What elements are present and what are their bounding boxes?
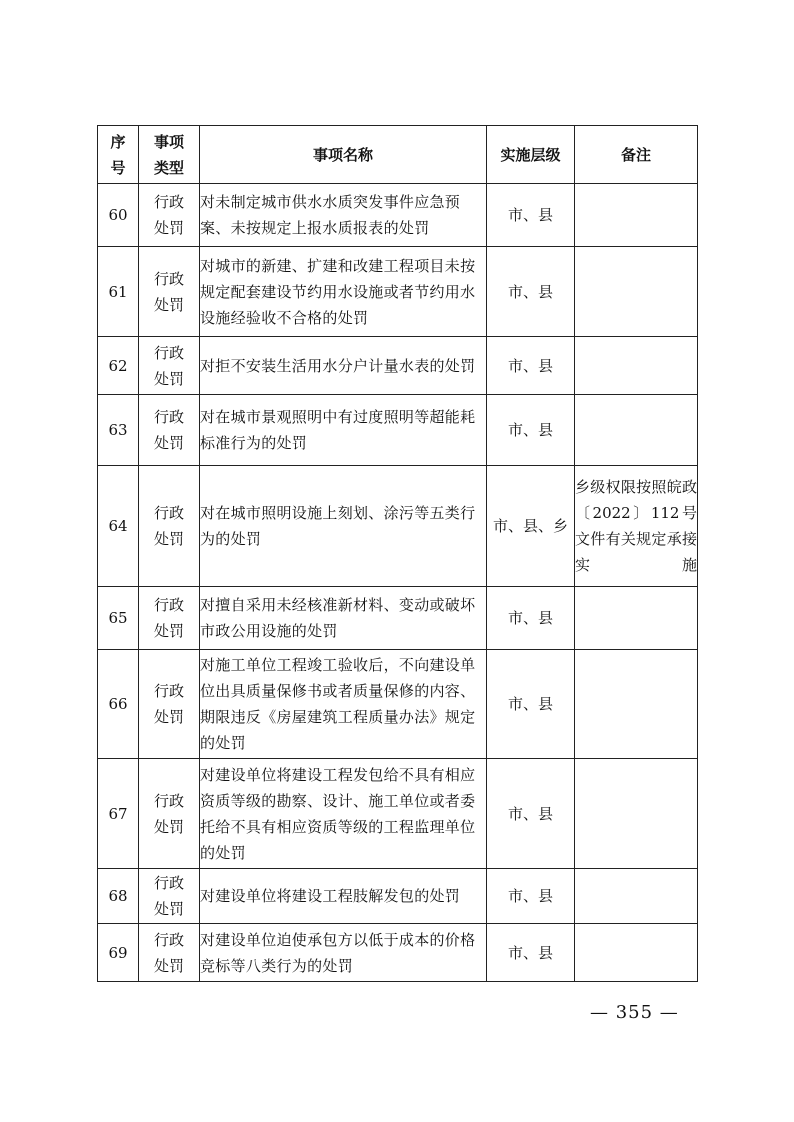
row-number: 67	[98, 759, 139, 869]
row-note	[575, 337, 698, 395]
table-row	[98, 650, 698, 759]
row-name: 对施工单位工程竣工验收后，不向建设单位出具质量保修书或者质量保修的内容、期限违反《房屋建筑工程质量办法》规定的处罚	[200, 650, 487, 759]
row-note	[575, 184, 698, 247]
table-row	[98, 869, 698, 924]
row-number: 61	[98, 247, 139, 337]
row-name: 对擅自采用未经核准新材料、变动或破坏市政公用设施的处罚	[200, 587, 487, 650]
row-level: 市、县	[487, 759, 575, 869]
row-number: 60	[98, 184, 139, 247]
row-number: 65	[98, 587, 139, 650]
row-number: 62	[98, 337, 139, 395]
row-level: 市、县、乡	[487, 466, 575, 587]
row-level: 市、县	[487, 247, 575, 337]
table-row	[98, 587, 698, 650]
row-type: 行政处罚	[139, 184, 200, 247]
table-row	[98, 466, 698, 587]
row-level: 市、县	[487, 587, 575, 650]
row-type: 行政处罚	[139, 395, 200, 466]
row-level: 市、县	[487, 184, 575, 247]
row-level: 市、县	[487, 337, 575, 395]
row-note	[575, 924, 698, 982]
row-number: 66	[98, 650, 139, 759]
row-name: 对在城市照明设施上刻划、涂污等五类行为的处罚	[200, 466, 487, 587]
row-number: 64	[98, 466, 139, 587]
row-type: 行政处罚	[139, 247, 200, 337]
row-note	[575, 247, 698, 337]
header-type: 事项类型	[139, 126, 200, 184]
table-row	[98, 184, 698, 247]
row-type: 行政处罚	[139, 869, 200, 924]
table-header-row	[98, 126, 698, 184]
row-name: 对建设单位将建设工程发包给不具有相应资质等级的勘察、设计、施工单位或者委托给不具有相应资质等级的工程监理单位的处罚	[200, 759, 487, 869]
row-note	[575, 395, 698, 466]
row-name: 对拒不安装生活用水分户计量水表的处罚	[200, 337, 487, 395]
row-level: 市、县	[487, 395, 575, 466]
row-type: 行政处罚	[139, 924, 200, 982]
header-level: 实施层级	[487, 126, 575, 184]
table-row	[98, 247, 698, 337]
row-note	[575, 759, 698, 869]
row-name: 对建设单位将建设工程肢解发包的处罚	[200, 869, 487, 924]
row-note	[575, 650, 698, 759]
row-note: 乡级权限按照皖政〔2022〕112号文件有关规定承接实施	[575, 466, 698, 587]
row-type: 行政处罚	[139, 466, 200, 587]
row-level: 市、县	[487, 650, 575, 759]
page-number: — 355 —	[590, 1002, 679, 1023]
row-type: 行政处罚	[139, 587, 200, 650]
row-type: 行政处罚	[139, 650, 200, 759]
row-number: 68	[98, 869, 139, 924]
header-num: 序号	[98, 126, 139, 184]
table-row	[98, 337, 698, 395]
items-table	[97, 125, 698, 982]
row-type: 行政处罚	[139, 337, 200, 395]
row-name: 对在城市景观照明中有过度照明等超能耗标准行为的处罚	[200, 395, 487, 466]
row-number: 69	[98, 924, 139, 982]
row-level: 市、县	[487, 869, 575, 924]
table-row	[98, 759, 698, 869]
row-name: 对城市的新建、扩建和改建工程项目未按规定配套建设节约用水设施或者节约用水设施经验收不合格的处罚	[200, 247, 487, 337]
row-type: 行政处罚	[139, 759, 200, 869]
table-row	[98, 395, 698, 466]
row-note	[575, 587, 698, 650]
header-name: 事项名称	[200, 126, 487, 184]
row-name: 对建设单位迫使承包方以低于成本的价格竞标等八类行为的处罚	[200, 924, 487, 982]
header-note: 备注	[575, 126, 698, 184]
row-number: 63	[98, 395, 139, 466]
row-level: 市、县	[487, 924, 575, 982]
table-row	[98, 924, 698, 982]
row-note	[575, 869, 698, 924]
row-name: 对未制定城市供水水质突发事件应急预案、未按规定上报水质报表的处罚	[200, 184, 487, 247]
